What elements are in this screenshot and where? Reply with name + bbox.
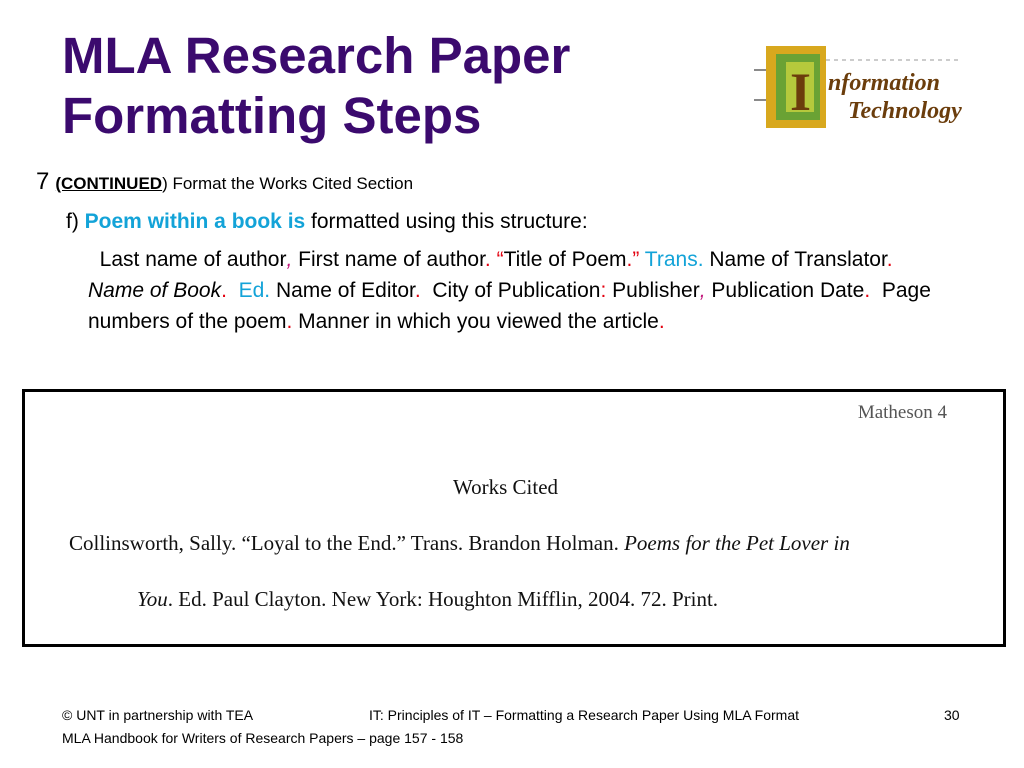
step-close-paren: ) bbox=[162, 174, 168, 193]
footer-copyright: © UNT in partnership with TEA bbox=[62, 707, 254, 723]
format-trans: Trans. bbox=[639, 248, 704, 271]
slide-title bbox=[62, 26, 570, 146]
format-city: City of Publication bbox=[432, 279, 601, 302]
footer-course-title: IT: Principles of IT – Formatting a Research Paper Using MLA Format bbox=[369, 707, 800, 723]
example-page-header: Matheson 4 bbox=[857, 402, 947, 423]
step-text: Format the Works Cited Section bbox=[167, 174, 414, 193]
format-colon: : bbox=[600, 279, 607, 302]
format-period: . bbox=[221, 279, 227, 302]
format-book-name: Name of Book bbox=[88, 279, 222, 302]
format-comma: , bbox=[699, 279, 706, 302]
step-number: 7 bbox=[36, 168, 50, 195]
logo-text-line2: Technology bbox=[848, 98, 962, 124]
format-comma: , bbox=[286, 248, 293, 271]
slide-footer bbox=[62, 704, 972, 750]
example-works-cited-title: Works Cited bbox=[453, 475, 559, 499]
sub-highlight: Poem within a book is bbox=[84, 210, 306, 233]
step-continued: (CONTINUED bbox=[55, 174, 163, 193]
works-cited-example bbox=[22, 389, 1006, 647]
format-open-quote: “ bbox=[490, 248, 504, 271]
format-translator: Name of Translator bbox=[703, 248, 887, 271]
format-publisher: Publisher bbox=[606, 279, 700, 302]
sub-step bbox=[66, 208, 588, 236]
format-period: . bbox=[414, 279, 421, 302]
example-line1-plain: Collinsworth, Sally. “Loyal to the End.” Trans. Brandon Holman. bbox=[69, 531, 625, 555]
format-close-quote: .” bbox=[626, 248, 640, 271]
format-period: . bbox=[864, 279, 871, 302]
format-author-last: Last name of author bbox=[99, 248, 287, 271]
format-poem-title: Title of Poem bbox=[503, 248, 627, 271]
example-citation-line2 bbox=[137, 587, 718, 612]
format-period: . bbox=[886, 248, 893, 271]
format-editor: Name of Editor bbox=[270, 279, 415, 302]
sub-prefix: f) bbox=[66, 210, 85, 233]
example-line2-italic: You bbox=[137, 587, 168, 611]
format-pub-date: Publication Date bbox=[705, 279, 865, 302]
example-line2-plain: . Ed. Paul Clayton. New York: Houghton Mifflin, 2004. 72. Print. bbox=[167, 587, 719, 611]
footer-page-number: 30 bbox=[944, 707, 960, 723]
logo-text-line1: nformation bbox=[828, 70, 941, 96]
format-period: . bbox=[484, 248, 491, 271]
example-citation-line1 bbox=[69, 531, 850, 556]
logo-letter: I bbox=[790, 62, 812, 122]
format-period: . bbox=[658, 310, 665, 333]
format-page-numbers: Page numbers of the poem bbox=[88, 279, 931, 333]
slide-title-line1: MLA Research Paper bbox=[62, 27, 571, 84]
slide-title-line2: Formatting Steps bbox=[62, 87, 482, 144]
sub-rest: formatted using this structure: bbox=[305, 210, 588, 233]
citation-format bbox=[88, 244, 948, 337]
format-ed: Ed. bbox=[238, 279, 271, 302]
format-period: . bbox=[286, 310, 293, 333]
footer-reference: MLA Handbook for Writers of Research Papers – page 157 - 158 bbox=[62, 730, 464, 746]
format-manner: Manner in which you viewed the article bbox=[292, 310, 659, 333]
example-line1-italic: Poems for the Pet Lover in bbox=[624, 531, 850, 555]
format-author-first: First name of author bbox=[292, 248, 485, 271]
information-technology-logo bbox=[752, 40, 968, 140]
step-heading bbox=[36, 170, 413, 196]
